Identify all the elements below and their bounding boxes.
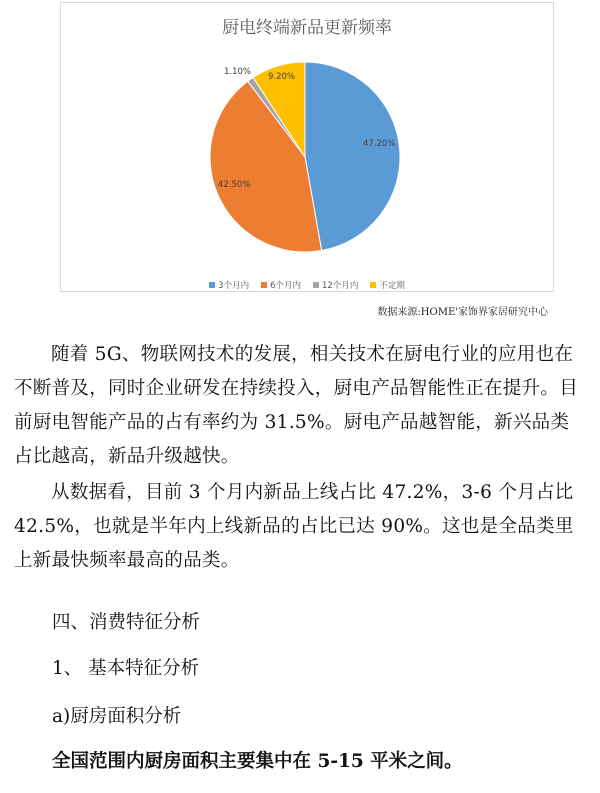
legend-swatch <box>313 282 319 288</box>
legend-label: 不定期 <box>379 281 405 291</box>
legend-swatch <box>209 282 215 288</box>
legend-item-3-months <box>209 279 249 291</box>
slice-label-irregular: 9.20% <box>268 72 296 82</box>
kitchen-area-summary: 全国范围内厨房面积主要集中在 5-15 平米之间。 <box>52 751 463 772</box>
legend-label: 6个月内 <box>270 281 301 291</box>
slice-label-3-months: 47.20% <box>363 139 396 149</box>
slice-label-6-months: 42.50% <box>218 180 251 190</box>
legend-swatch <box>370 282 376 288</box>
legend-label: 3个月内 <box>218 281 250 291</box>
paragraph-smart-appliances: 随着 5G、物联网技术的发展，相关技术在厨电行业的应用也在不断普及，同时企业研发在持续投入，厨电产品智能性正在提升。目前厨电智能产品的占有率约为 31.5%。厨电产品越智能，新兴品类占比越高，新品升级越快。 <box>14 344 579 467</box>
pie-chart-frame <box>60 2 554 292</box>
slice-label-12-months: 1.10% <box>224 67 252 77</box>
chart-legend <box>61 279 553 291</box>
legend-label: 12个月内 <box>322 281 359 291</box>
slice-3-months <box>305 62 400 251</box>
legend-swatch <box>261 282 267 288</box>
legend-item-6-months <box>261 279 301 291</box>
subsection-heading: 1、 基本特征分析 <box>52 658 200 679</box>
data-source: 数据来源:HOME'家饰界家居研究中心 <box>377 307 548 318</box>
section-heading: 四、消费特征分析 <box>52 612 201 633</box>
pie-chart <box>61 3 555 293</box>
chart-title: 厨电终端新品更新频率 <box>222 18 392 38</box>
subsubsection-heading: a)厨房面积分析 <box>52 706 182 727</box>
legend-item-irregular <box>370 279 405 291</box>
paragraph-data-analysis: 从数据看，目前 3 个月内新品上线占比 47.2%，3-6 个月占比 42.5%，也就是半年内上线新品的占比已达 90%。这也是全品类里上新最快频率最高的品类。 <box>14 482 574 571</box>
legend-item-12-months <box>313 279 358 291</box>
